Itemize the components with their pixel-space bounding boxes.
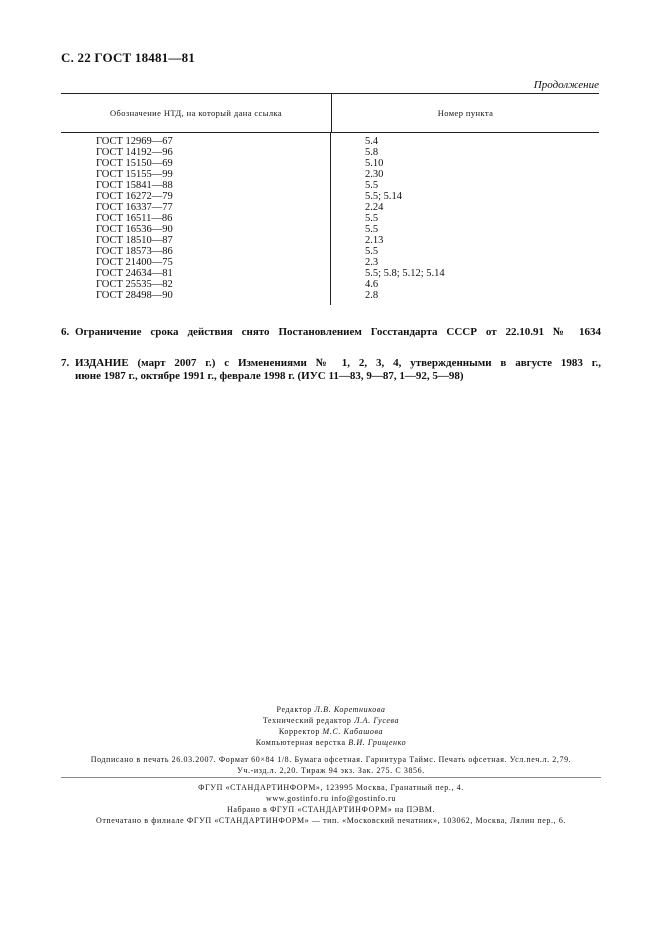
table-cell-item: 5.5: [365, 213, 379, 224]
printed-line: Отпечатано в филиале ФГУП «СТАНДАРТИНФОРМ» — тип. «Московский печатник», 103062, Москва, Лялин пер., 6.: [95, 816, 567, 825]
web-line: www.gostinfo.ru info@gostinfo.ru: [265, 794, 397, 803]
table-cell-doc: ГОСТ 18510—87: [96, 235, 173, 246]
table-cell-item: 2.24: [365, 202, 384, 213]
column-header-item: Номер пункта: [437, 108, 494, 118]
table-cell-item: 5.5: [365, 246, 379, 257]
table-cell-item: 5.8: [365, 147, 379, 158]
table-cell-doc: ГОСТ 24634—81: [96, 268, 173, 279]
item-column: [331, 133, 599, 305]
page-header: С. 22 ГОСТ 18481—81: [61, 50, 195, 65]
table-cell-item: 2.13: [365, 235, 384, 246]
column-header-document: Обозначение НТД, на который дана ссылка: [61, 94, 332, 132]
tech-editor-credit: [61, 716, 601, 725]
table-cell-item: 5.5; 5.14: [365, 191, 403, 202]
table-cell-doc: ГОСТ 28498—90: [96, 290, 173, 301]
table-cell-doc: ГОСТ 14192—96: [96, 147, 173, 158]
tech-editor-label: Технический редактор: [262, 716, 352, 725]
table-cell-doc: ГОСТ 15150—69: [96, 158, 173, 169]
section-7: [61, 357, 601, 383]
table-cell-doc: ГОСТ 15155—99: [96, 169, 173, 180]
proofreader-label: Корректор: [278, 727, 320, 736]
tech-editor-name: Л.А. Гусева: [354, 716, 400, 725]
proofreader-name: М.С. Кабашова: [322, 727, 384, 736]
table-cell-doc: ГОСТ 16272—79: [96, 191, 173, 202]
typeset-line: Набрано в ФГУП «СТАНДАРТИНФОРМ» на ПЭВМ.: [226, 805, 436, 814]
print-info-line2: Уч.-изд.л. 2,20. Тираж 94 экз. Зак. 275. С 3856.: [237, 766, 425, 775]
table-cell-item: 5.10: [365, 158, 384, 169]
table-cell-item: 2.30: [365, 169, 384, 180]
table-cell-item: 4.6: [365, 279, 379, 290]
layout-credit: [61, 738, 601, 747]
section-7-line2: июне 1987 г., октябре 1991 г., феврале 1998 г. (ИУС 11—83, 9—87, 1—92, 5—98): [75, 370, 464, 382]
editor-label: Редактор: [276, 705, 312, 714]
table-cell-item: 5.5: [365, 180, 379, 191]
section-6: [61, 326, 601, 339]
publisher-line: ФГУП «СТАНДАРТИНФОРМ», 123995 Москва, Гранатный пер., 4.: [198, 783, 464, 792]
table-cell-doc: ГОСТ 21400—75: [96, 257, 173, 268]
section-7-number: 7.: [61, 357, 70, 369]
table-cell-doc: ГОСТ 16536—90: [96, 224, 173, 235]
layout-label: Компьютерная верстка: [255, 738, 346, 747]
document-column: [61, 133, 331, 305]
table-cell-item: 2.8: [365, 290, 379, 301]
editor-credit: [61, 705, 601, 714]
continuation-label: Продолжение: [533, 79, 599, 91]
print-info-line1: Подписано в печать 26.03.2007. Формат 60×84 1/8. Бумага офсетная. Гарнитура Таймс. Печать офсетная. Усл.печ.л. 2,79.: [90, 755, 572, 764]
section-6-number: 6.: [61, 326, 70, 338]
table-cell-doc: ГОСТ 16337—77: [96, 202, 173, 213]
section-7-line1: ИЗДАНИЕ (март 2007 г.) с Изменениями № 1, 2, 3, 4, утвержденными в августе 1983 г.,: [75, 357, 601, 369]
table-body: [61, 133, 599, 305]
table-header: [61, 94, 599, 133]
table-cell-doc: ГОСТ 12969—67: [96, 136, 173, 147]
proofreader-credit: [61, 727, 601, 736]
section-6-text: Ограничение срока действия снято Постановлением Госстандарта СССР от 22.10.91 № 1634: [75, 326, 601, 338]
table-cell-item: 5.5: [365, 224, 379, 235]
table-cell-item: 5.4: [365, 136, 379, 147]
table-cell-doc: ГОСТ 15841—88: [96, 180, 173, 191]
layout-name: В.И. Грищенко: [348, 738, 407, 747]
table-cell-item: 2.3: [365, 257, 379, 268]
table-cell-doc: ГОСТ 25535—82: [96, 279, 173, 290]
table-cell-doc: ГОСТ 18573—86: [96, 246, 173, 257]
table-cell-item: 5.5; 5.8; 5.12; 5.14: [365, 268, 445, 279]
reference-table: [61, 93, 599, 305]
editor-name: Л.В. Коретникова: [314, 705, 386, 714]
imprint-divider: [61, 777, 601, 778]
table-cell-doc: ГОСТ 16511—86: [96, 213, 173, 224]
